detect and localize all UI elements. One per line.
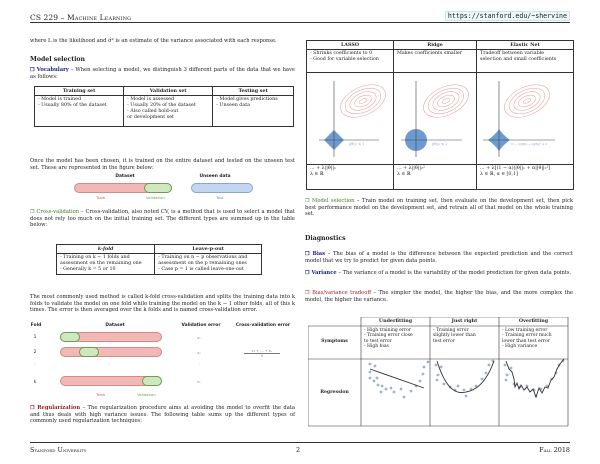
svg-text:||θ||₂ ≤ 1: ||θ||₂ ≤ 1 [432,141,448,146]
cell-kfold: - Training on k − 1 folds and assessment on the remaining one - Generally k = 5 or 10 [57,253,155,274]
after-table-text: Once the model has been chosen, it is trained on the entire dataset and tested on the unseen test set. These are represented in the figure below: [30,158,295,171]
header-lasso: LASSO [307,41,394,50]
variance-lead: ❒ Variance [305,270,337,276]
tradeoff-paragraph [305,290,573,303]
dataset-label: Dataset [115,174,135,179]
elastic-net-diagram [477,73,573,161]
cv-error-col-header: Cross-validation error [235,323,291,328]
svg-text:(1 − α)||θ||₁ + α||θ||₂² ≤ 1: (1 − α)||θ||₁ + α||θ||₂² ≤ 1 [511,141,548,146]
diagnostics-table [308,317,569,427]
regularization-text: – The regularization procedure aims at avoiding the model to overfit the data and thus deals with high variance issues. The following table sums up the different types of commonly used regularization techniques: [30,405,295,424]
header-leave-p-out: Leave-p-out [155,245,262,254]
url-link[interactable]: https://stanford.edu/~shervine [445,11,570,21]
model-selection-note-lead: ❒ Model selection [305,198,355,204]
fold-1: 1 [33,335,37,340]
cell-leave-p-out: - Training on n − p observations and assessment on the p remaining ones - Case p = 1 is called leave-one-out [155,253,262,274]
section-title-model-selection: Model selection [30,56,86,63]
fold-col-header: Fold [30,323,42,328]
cell-training: - Model is trained - Usually 80% of the dataset [35,95,124,126]
cell-testing: - Model gives predictions - Unseen data [213,95,294,126]
just-right-symptoms: - Training error slightly lower than test error [433,328,476,344]
variance-text: – The variance of a model is the variability of the model prediction for given data points. [336,270,572,276]
variance-paragraph [305,270,573,277]
underfitting-symptoms: - High training error - Training error close to test error - High bias [364,328,413,350]
vocabulary-table [34,86,294,127]
bias-text: – The bias of a model is the difference between the expected prediction and the correct model that we try to predict for given data points. [305,251,574,264]
validation-bar [144,183,172,193]
error-k: εₖ [197,380,201,384]
header-elastic-net: Elastic Net [477,41,574,50]
fold-2-bar [60,347,162,357]
elastic-net-formula: ... + λ[(1 − α)||θ||₁ + α||θ||₂²] λ ∈ ℝ, α ∈ [0,1] [477,164,574,189]
kfold-train-caption: Train [96,392,106,397]
row-label-regression: Regression [320,390,349,395]
lasso-plot [307,72,394,164]
error-1: ε₁ [197,336,201,340]
validation-error-col-header: Validation error [181,323,221,328]
kfold-validation-caption: Validation [137,392,156,397]
ridge-diagram [394,73,476,161]
header-kfold: k-fold [57,245,155,254]
error-ellipsis: ⋮ [197,362,201,366]
test-caption: Test [216,195,224,200]
dataset-col-header: Dataset [105,323,125,328]
ridge-description: Makes coefficients smaller [394,49,477,72]
cross-validation-text: – Cross-validation, also noted CV, is a method that is used to select a model that does not rely too much on the initial training set. The different types are summed up in the table below: [30,209,295,228]
header-overfitting: Overfitting [518,318,549,324]
elastic-net-description: Tradeoff between variable selection and small coefficients [477,49,574,72]
unseen-data-label: Unseen data [199,174,231,179]
footer-term: Fall 2018 [539,446,570,454]
validation-caption: Validation [146,195,165,200]
fold-k-validation [142,376,162,386]
page-number: 2 [296,446,301,454]
regularization-table [306,40,574,190]
model-selection-note-text: – Train model on training set, then evaluate on the development set, then pick best performance model on the development set, and retrain all of that model on the whole training set. [305,198,573,217]
fold-2-validation [79,347,99,357]
row-label-symptoms: Symptoms [321,339,348,344]
bias-lead: ❒ Bias [305,251,326,257]
lasso-description: - Shrinks coefficients to 0 - Good for variable selection [307,49,394,72]
train-caption: Train [96,195,106,200]
error-2: ε₂ [197,351,201,355]
vocabulary-paragraph [30,67,295,80]
footer-university: Stanford University [30,446,87,454]
cv-table [56,244,262,275]
regularization-lead: ❒ Regularization [30,405,81,411]
page-footer [30,442,570,456]
course-title: CS 229 – Machine Learning [30,13,132,22]
vocabulary-lead: ❒ Vocabulary [30,67,69,73]
page-header [30,11,570,23]
svg-text:||θ||₁ ≤ 1: ||θ||₁ ≤ 1 [349,141,365,146]
test-bar [191,183,253,193]
section-title-diagnostics: Diagnostics [305,235,346,242]
tradeoff-lead: ❒ Bias/variance tradeoff [305,290,372,296]
header-underfitting: Underfitting [378,318,413,324]
dataset-ellipsis: ⋮ [107,362,111,366]
lasso-diagram [307,73,393,161]
header-training-set: Training set [35,87,124,96]
kfold-paragraph: The most commonly used method is called k-fold cross-validation and splits the training data into k folds to validate the model on one fold while training the model on the k − 1 other folds, all of this k times. The error is then averaged over the k folds and is named cross-validation error. [30,294,295,313]
header-ridge: Ridge [394,41,477,50]
header-just-right: Just right [451,318,478,324]
tradeoff-text: – The simpler the model, the higher the bias, and the more complex the model, the higher the variance. [305,290,573,303]
intro-line: where L is the likelihood and σ̂² is an estimate of the variance associated with each response. [30,38,277,44]
fold-k: k [33,380,37,385]
elastic-net-plot [477,72,574,164]
cross-validation-lead: ❒ Cross-validation [30,209,80,215]
fold-1-validation [60,332,80,342]
bias-paragraph [305,251,573,264]
ridge-plot [394,72,477,164]
lasso-formula: ... + λ||θ||₁ λ ∈ ℝ [307,164,394,189]
header-validation-set: Validation set [124,87,213,96]
cell-validation: - Model is assessed - Usually 20% of the dataset - Also called hold-out or development set [124,95,213,126]
cross-validation-paragraph [30,209,295,229]
fold-2: 2 [33,350,37,355]
model-selection-note [305,198,573,218]
ridge-formula: ... + λ||θ||₂² λ ∈ ℝ [394,164,477,189]
cv-error-formula: ε₁ + ... + εₖ k [244,349,280,359]
header-testing-set: Testing set [213,87,294,96]
overfitting-symptoms: - Low training error - Training error much lower than test error - High variance [502,328,552,350]
vocabulary-text: – When selecting a model, we distinguish 3 different parts of the data that we have as follows: [30,67,296,80]
fold-ellipsis: ⋮ [33,362,37,366]
regularization-paragraph [30,405,295,425]
